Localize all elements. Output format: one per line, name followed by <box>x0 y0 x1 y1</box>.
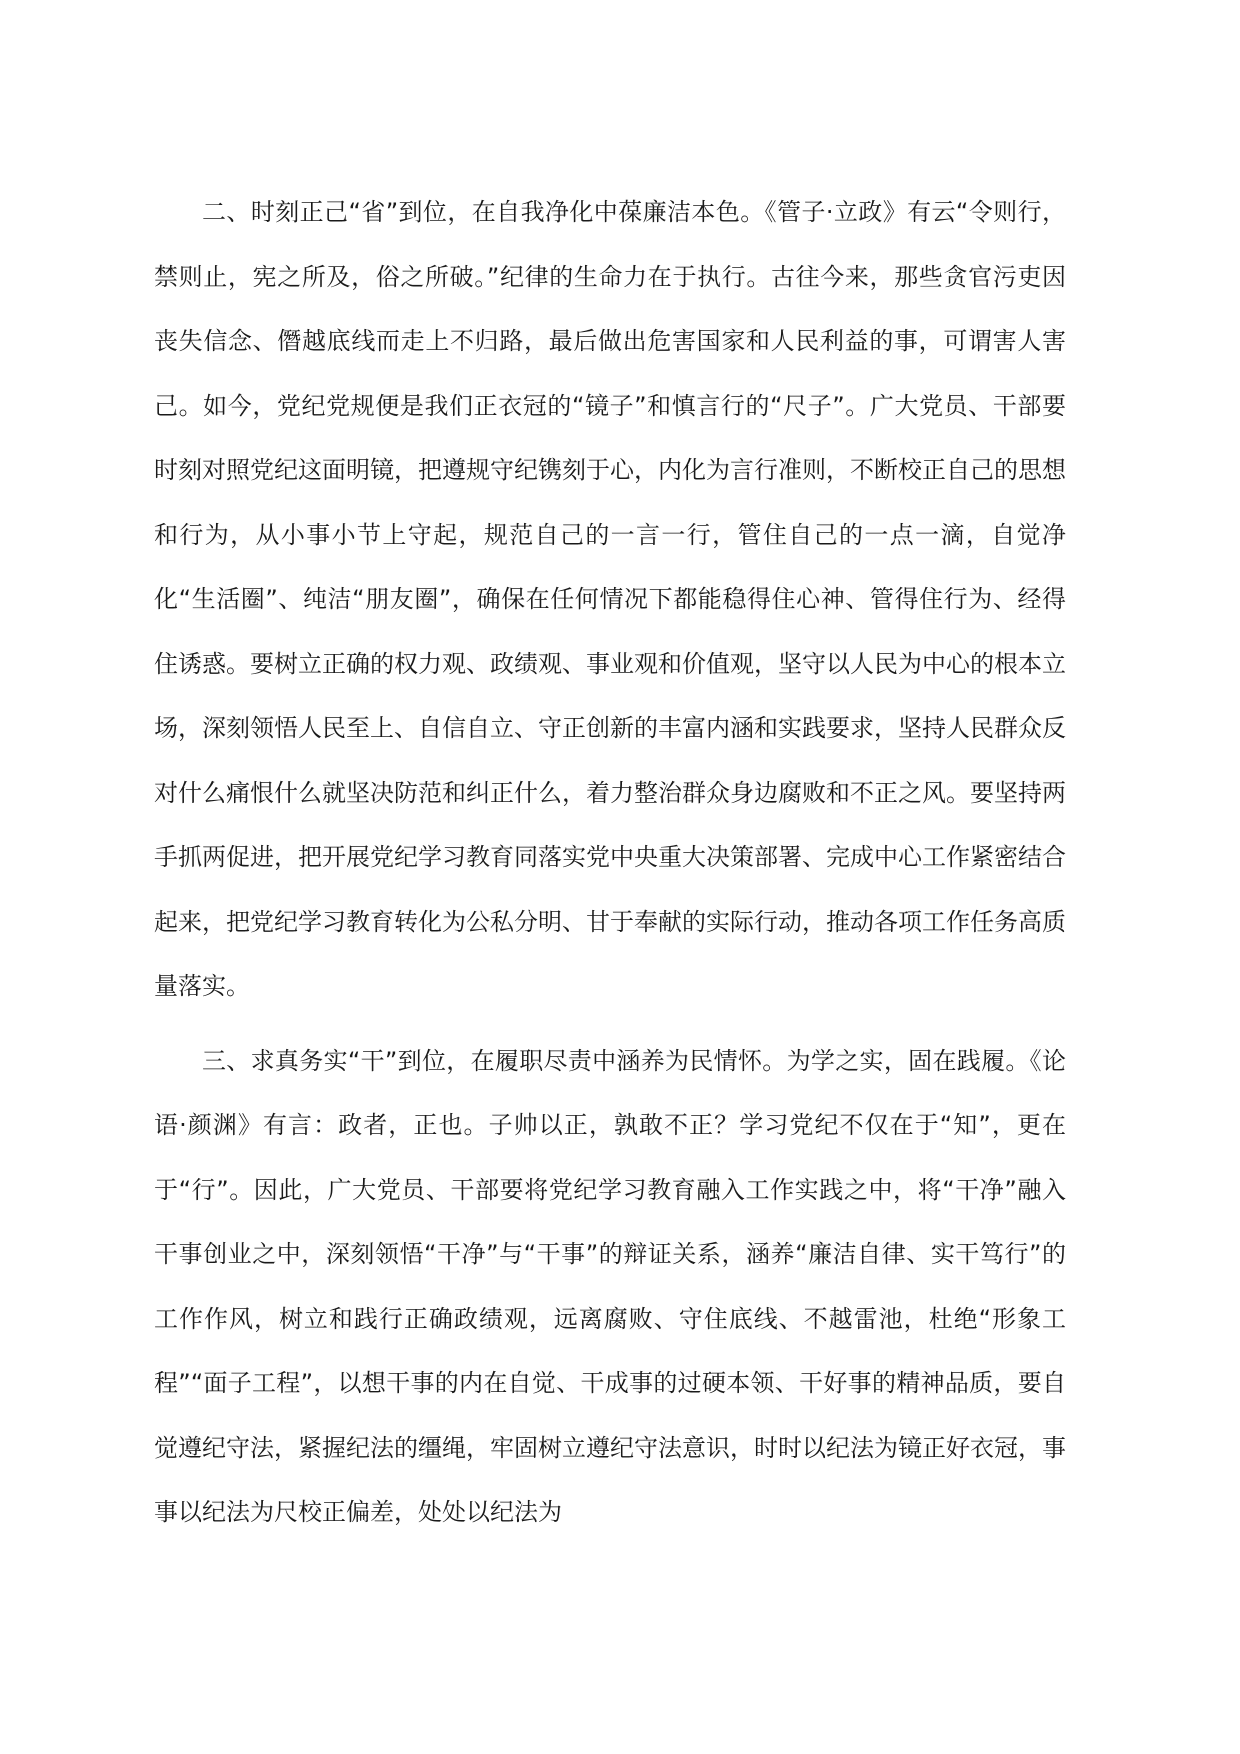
paragraph-section-3: 三、求真务实“干”到位，在履职尽责中涵养为民情怀。为学之实，固在践履。《论语·颜渊》有言：政者，正也。子帅以正，孰敢不正？学习党纪不仅在于“知”，更在于“行”。因此，广大党员、干部要将党纪学习教育融入工作实践之中，将“干净”融入干事创业之中，深刻领悟“干净”与“干事”的辩证关系，涵养“廉洁自律、实干笃行”的工作作风，树立和践行正确政绩观，远离腐败、守住底线、不越雷池，杜绝“形象工程”“面子工程”，以想干事的内在自觉、干成事的过硬本领、干好事的精神品质，要自觉遵纪守法，紧握纪法的缰绳，牢固树立遵纪守法意识，时时以纪法为镜正好衣冠，事事以纪法为尺校正偏差，处处以纪法为 <box>154 1046 1066 1526</box>
paragraph-section-2: 二、时刻正己“省”到位，在自我净化中葆廉洁本色。《管子·立政》有云“令则行，禁则止，宪之所及，俗之所破。”纪律的生命力在于执行。古往今来，那些贪官污吏因丧失信念、僭越底线而走上不归路，最后做出危害国家和人民利益的事，可谓害人害己。如今，党纪党规便是我们正衣冠的“镜子”和慎言行的“尺子”。广大党员、干部要时刻对照党纪这面明镜，把遵规守纪镌刻于心，内化为言行准则，不断校正自己的思想和行为，从小事小节上守起，规范自己的一言一行，管住自己的一点一滴，自觉净化“生活圈”、纯洁“朋友圈”，确保在任何情况下都能稳得住心神、管得住行为、经得住诱惑。要树立正确的权力观、政绩观、事业观和价值观，坚守以人民为中心的根本立场，深刻领悟人民至上、自信自立、守正创新的丰富内涵和实践要求，坚持人民群众反对什么痛恨什么就坚决防范和纠正什么，着力整治群众身边腐败和不正之风。要坚持两手抓两促进，把开展党纪学习教育同落实党中央重大决策部署、完成中心工作紧密结合起来，把党纪学习教育转化为公私分明、甘于奉献的实际行动，推动各项工作任务高质量落实。 <box>154 198 1066 1000</box>
document-body <box>154 180 1066 1545</box>
